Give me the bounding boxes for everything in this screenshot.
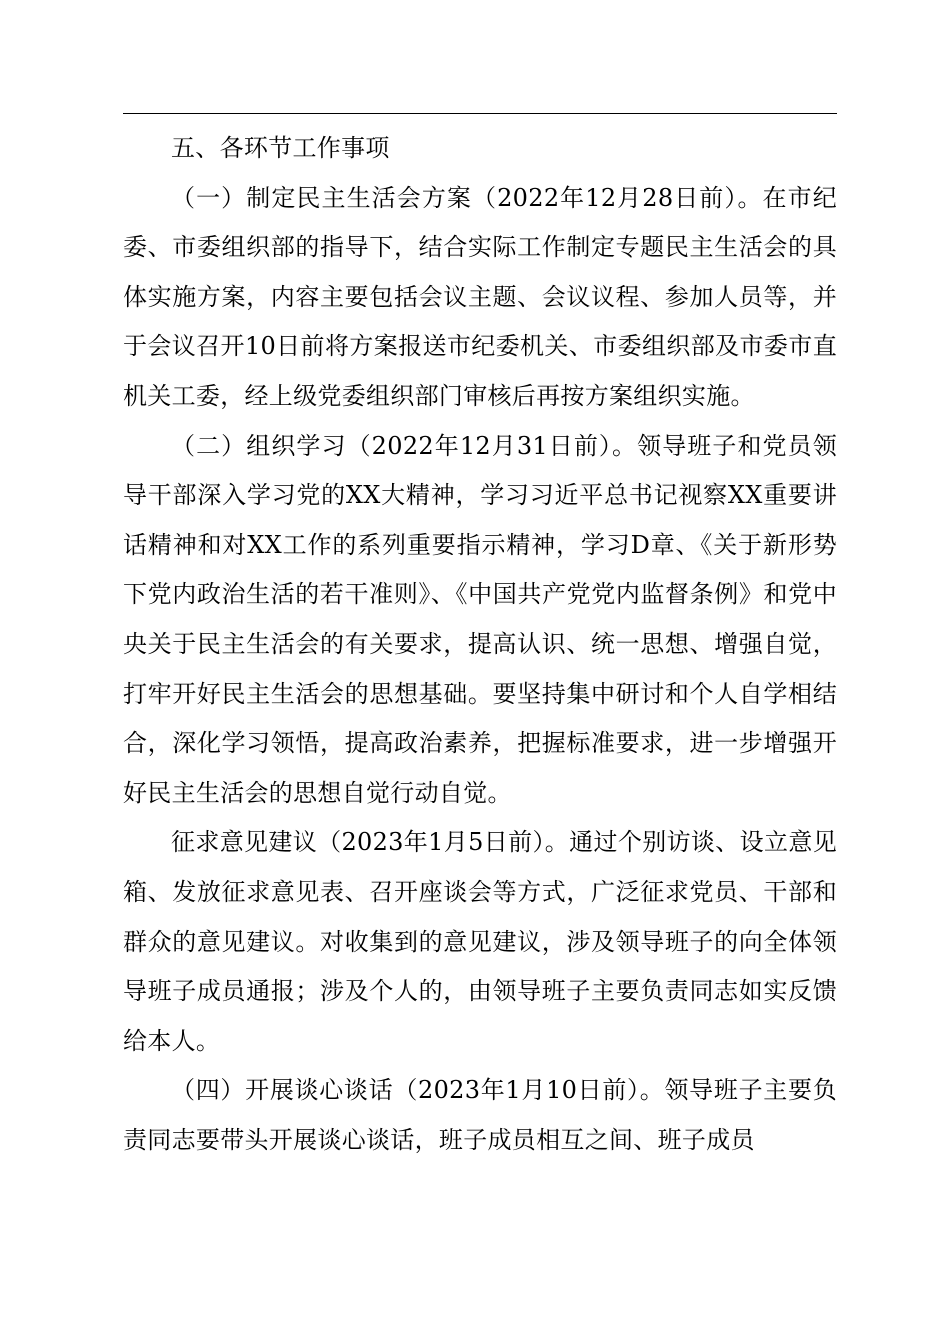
document-body: [123, 124, 837, 1165]
paragraph-3-opinions: 征求意见建议（2023年1月5日前）。通过个别访谈、设立意见箱、发放征求意见表、召开座谈会等方式，广泛征求党员、干部和群众的意见建议。对收集到的意见建议，涉及领导班子的向全体领导班子成员通报；涉及个人的，由领导班子主要负责同志如实反馈给本人。: [123, 828, 837, 1055]
paragraph-1-plan: （一）制定民主生活会方案（2022年12月28日前）。在市纪委、市委组织部的指导下，结合实际工作制定专题民主生活会的具体实施方案，内容主要包括会议主题、会议议程、参加人员等，并于会议召开10日前将方案报送市纪委机关、市委组织部及市委市直机关工委，经上级党委组织部门审核后再按方案组织实施。: [123, 183, 837, 410]
header-rule: [123, 113, 837, 114]
section-heading: 五、各环节工作事项: [171, 134, 390, 162]
paragraph-4-talks: （四）开展谈心谈话（2023年1月10日前）。领导班子主要负责同志要带头开展谈心谈话，班子成员相互之间、班子成员: [123, 1076, 837, 1154]
paragraph-2-study: （二）组织学习（2022年12月31日前）。领导班子和党员领导干部深入学习党的XX大精神，学习习近平总书记视察XX重要讲话精神和对XX工作的系列重要指示精神，学习D章、《关于新形势下党内政治生活的若干准则》、《中国共产党党内监督条例》和党中央关于民主生活会的有关要求，提高认识、统一思想、增强自觉，打牢开好民主生活会的思想基础。要坚持集中研讨和个人自学相结合，深化学习领悟，提高政治素养，把握标准要求，进一步增强开好民主生活会的思想自觉行动自觉。: [123, 431, 837, 807]
